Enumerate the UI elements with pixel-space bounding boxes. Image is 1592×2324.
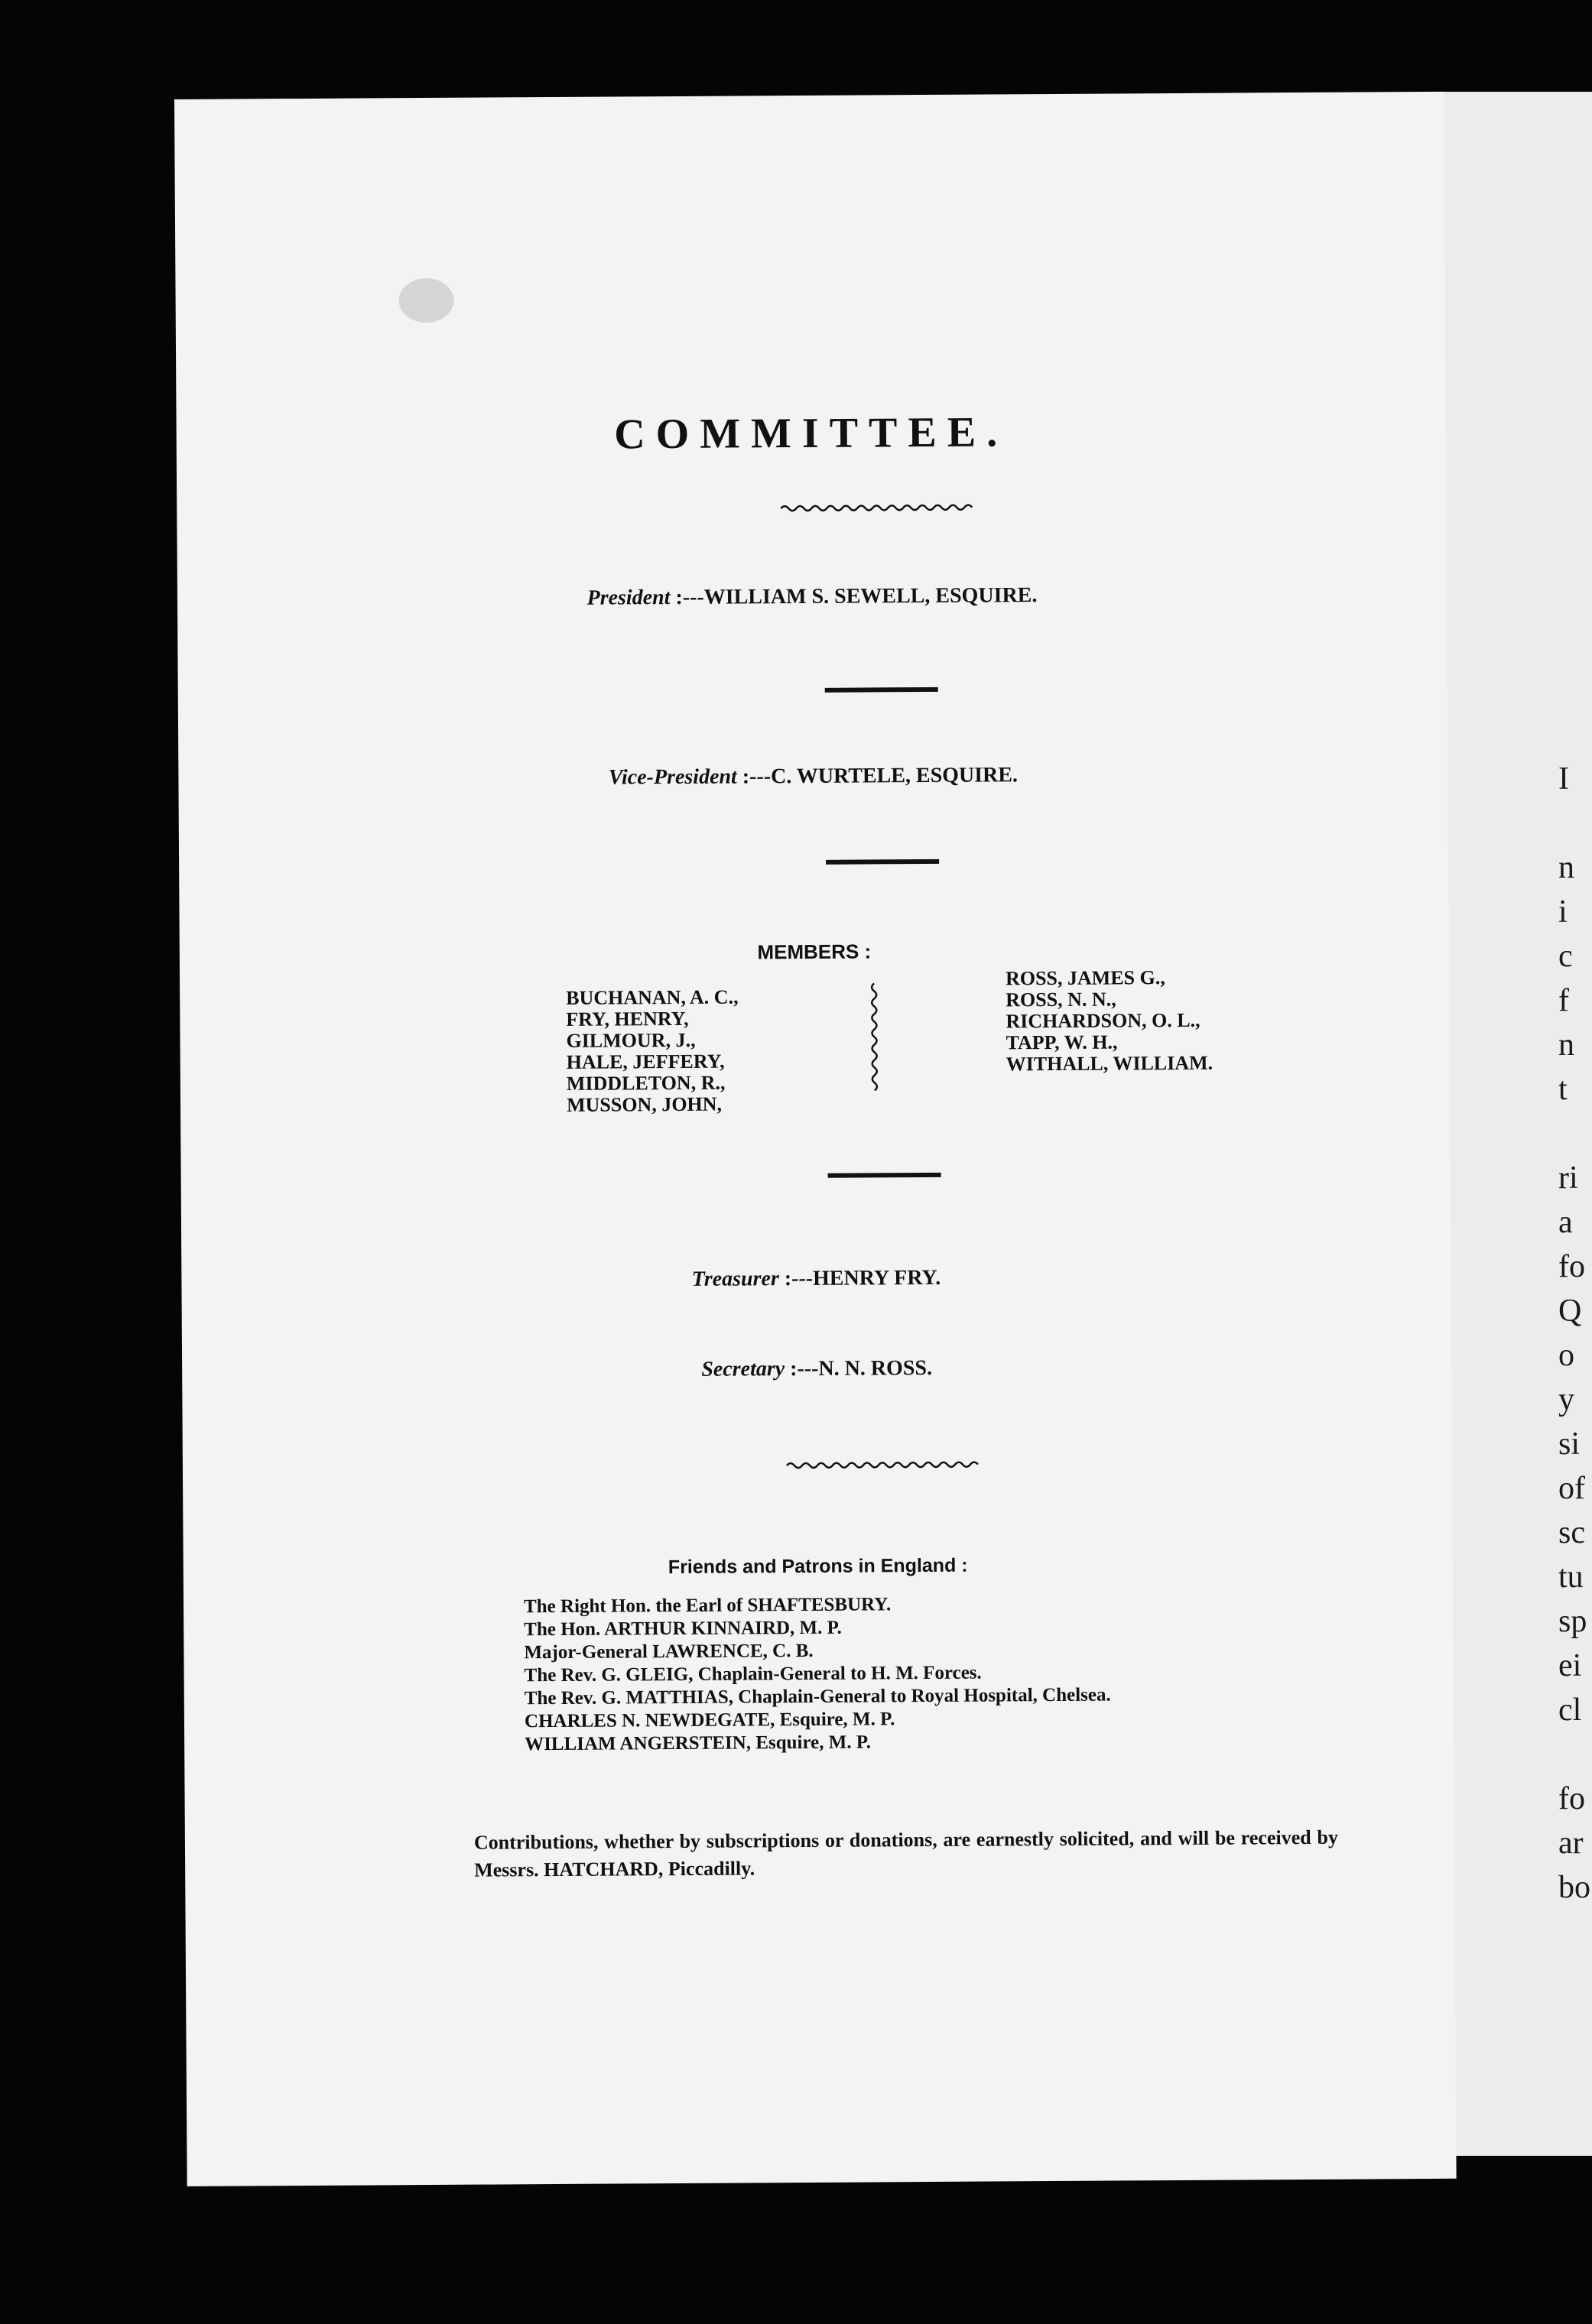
facing-page-fragments: I n i c f n t ri a fo Q o y si of sc tu sp ei cl fo ar bo bbox=[1558, 761, 1590, 1905]
friends-heading: Friends and Patrons in England : bbox=[668, 1554, 968, 1579]
secretary-title: Secretary bbox=[701, 1357, 785, 1381]
secretary-line bbox=[182, 1353, 1451, 1385]
page-title: COMMITTEE. bbox=[614, 408, 1009, 459]
vice-president-name: C. WURTELE, ESQUIRE. bbox=[771, 763, 1019, 789]
treasurer-title: Treasurer bbox=[691, 1267, 779, 1291]
members-right-column bbox=[1006, 967, 1213, 1076]
member-name: BUCHANAN, A. C., bbox=[566, 985, 739, 1009]
member-name: MUSSON, JOHN, bbox=[566, 1092, 723, 1116]
member-name: ROSS, N. N., bbox=[1006, 988, 1116, 1011]
patron-item: The Rev. G. GLEIG, Chaplain-General to H. M. Forces. bbox=[524, 1662, 982, 1686]
member-name: HALE, JEFFERY, bbox=[566, 1050, 725, 1073]
patron-item: WILLIAM ANGERSTEIN, Esquire, M. P. bbox=[525, 1732, 872, 1755]
divider-rule bbox=[826, 859, 939, 865]
divider-rule bbox=[828, 1173, 941, 1178]
contributions-note: Contributions, whether by subscriptions or donations, are earnestly solicited, and will be received by Messrs. HATCHARD, Piccadilly. bbox=[473, 1826, 1339, 1881]
secretary-name: N. N. ROSS. bbox=[818, 1355, 933, 1381]
patron-item: Major-General LAWRENCE, C. B. bbox=[524, 1640, 814, 1663]
patron-item: CHARLES N. NEWDEGATE, Esquire, M. P. bbox=[524, 1709, 895, 1732]
members-divider-squiggle bbox=[866, 983, 882, 1094]
treasurer-sep: :--- bbox=[778, 1266, 814, 1291]
facing-page bbox=[1436, 92, 1592, 2156]
president-line bbox=[177, 581, 1447, 613]
president-title: President bbox=[586, 586, 671, 610]
member-name: WITHALL, WILLIAM. bbox=[1006, 1051, 1213, 1076]
document-page bbox=[174, 92, 1457, 2186]
treasurer-name: HENRY FRY. bbox=[812, 1265, 941, 1290]
member-name: MIDDLETON, R., bbox=[566, 1071, 726, 1095]
divider-rule bbox=[825, 687, 938, 693]
ornament-squiggle-bottom bbox=[787, 1456, 978, 1472]
members-left-column bbox=[566, 987, 739, 1116]
vice-president-line bbox=[178, 761, 1447, 793]
members-heading: MEMBERS : bbox=[757, 940, 872, 964]
patron-item: The Right Hon. the Earl of SHAFTESBURY. bbox=[523, 1594, 892, 1618]
member-name: ROSS, JAMES G., bbox=[1005, 966, 1165, 990]
secretary-sep: :--- bbox=[785, 1356, 819, 1381]
member-name: FRY, HENRY, bbox=[566, 1007, 689, 1031]
patron-item: The Rev. G. MATTHIAS, Chaplain-General to Royal Hospital, Chelsea. bbox=[524, 1684, 1111, 1709]
patron-item: The Hon. ARTHUR KINNAIRD, M. P. bbox=[524, 1617, 842, 1641]
ornament-squiggle-top bbox=[781, 500, 972, 517]
president-sep: :--- bbox=[670, 585, 704, 610]
treasurer-line bbox=[181, 1263, 1451, 1295]
member-name: TAPP, W. H., bbox=[1006, 1031, 1118, 1054]
member-name: GILMOUR, J., bbox=[566, 1028, 696, 1052]
patrons-list bbox=[524, 1592, 1111, 1757]
vice-president-sep: :--- bbox=[736, 764, 772, 789]
vice-president-title: Vice-President bbox=[608, 764, 737, 790]
ink-smudge bbox=[398, 278, 453, 323]
president-name: WILLIAM S. SEWELL, ESQUIRE. bbox=[703, 583, 1038, 609]
member-name: RICHARDSON, O. L., bbox=[1006, 1008, 1200, 1033]
